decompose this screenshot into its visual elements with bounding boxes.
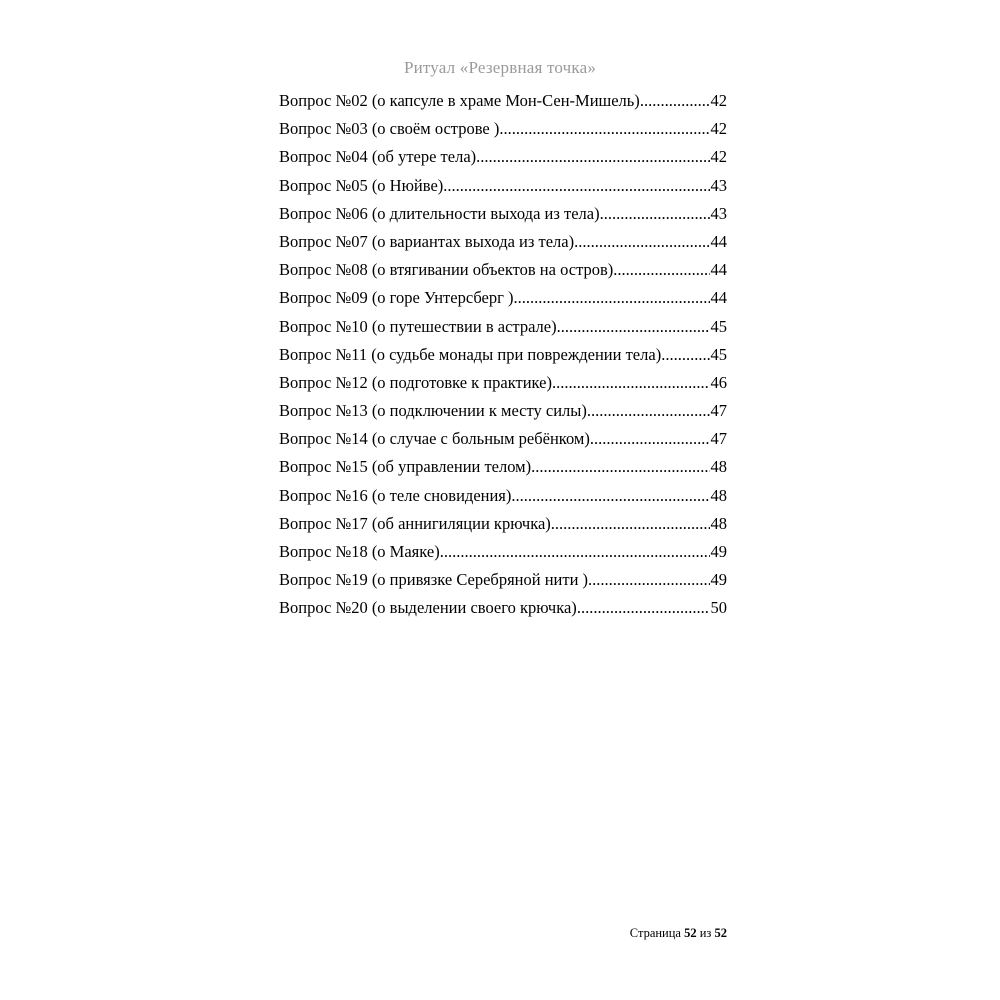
toc-entry-title: Вопрос №05 (о Нюйве): [279, 175, 444, 195]
toc-entry-page-number: 43: [710, 175, 727, 195]
toc-entry: [279, 373, 727, 401]
page-footer: [630, 926, 727, 941]
toc-dot-leader: [511, 486, 709, 506]
toc-entry-page-number: 42: [710, 119, 727, 139]
toc-entry: [279, 232, 727, 260]
toc-entry-page-number: 44: [710, 260, 727, 280]
toc-dot-leader: [661, 345, 709, 365]
toc-dot-leader: [613, 260, 709, 280]
footer-page-prefix: Страница: [629, 926, 685, 940]
toc-entry-page-number: 44: [710, 288, 727, 308]
toc-entry: [279, 401, 727, 429]
toc-entry: [279, 260, 727, 288]
toc-entry: [279, 486, 727, 514]
toc-entry-page-number: 47: [710, 429, 727, 449]
footer-current-page: 52: [684, 926, 697, 940]
toc-entry: [279, 514, 727, 542]
toc-entry: [279, 119, 727, 147]
toc-entry: [279, 288, 727, 316]
toc-entry-page-number: 42: [710, 91, 727, 110]
toc-entry-title: Вопрос №02 (о капсуле в храме Мон-Сен-Мишель): [279, 91, 640, 110]
toc-entry: [279, 204, 727, 232]
toc-entry: [279, 317, 727, 345]
toc-entry-title: Вопрос №10 (о путешествии в астрале): [279, 316, 557, 336]
toc-entry: [279, 176, 727, 204]
toc-dot-leader: [440, 542, 710, 562]
toc-entry-page-number: 46: [710, 372, 727, 392]
toc-entry-title: Вопрос №17 (об аннигиляции крючка): [279, 513, 551, 533]
toc-entry-title: Вопрос №11 (о судьбе монады при повреждении тела): [279, 344, 662, 364]
toc-entry-title: Вопрос №04 (об утере тела): [279, 147, 477, 167]
toc-entry-title: Вопрос №03 (о своём острове ): [279, 119, 500, 139]
toc-entry-page-number: 49: [710, 542, 727, 561]
toc-dot-leader: [577, 598, 710, 618]
toc-entry-title: Вопрос №18 (о Маяке): [279, 542, 440, 561]
toc-entry-title: Вопрос №09 (о горе Унтерсберг ): [279, 288, 514, 308]
toc-entry-page-number: 45: [710, 344, 727, 364]
toc-entry-title: Вопрос №08 (о втягивании объектов на остров): [279, 260, 614, 280]
toc-dot-leader: [557, 317, 710, 337]
toc-entry-title: Вопрос №16 (о теле сновидения): [279, 485, 512, 505]
toc-entry: [279, 91, 727, 119]
page-header: Ритуал «Резервная точка»: [403, 58, 597, 77]
toc-entry: [279, 429, 727, 457]
toc-entry: [279, 147, 727, 175]
toc-entry-page-number: 45: [710, 316, 727, 336]
toc-entry: [279, 570, 727, 598]
toc-entry-title: Вопрос №07 (о вариантах выхода из тела): [279, 231, 575, 251]
toc-entry-page-number: 47: [710, 401, 727, 421]
toc-dot-leader: [551, 514, 710, 534]
toc-entry-page-number: 48: [710, 485, 727, 505]
footer-separator: из: [696, 926, 715, 940]
toc-dot-leader: [574, 232, 709, 252]
toc-entry-page-number: 42: [710, 147, 727, 167]
toc-entry-title: Вопрос №15 (об управлении телом): [279, 457, 532, 477]
toc-dot-leader: [600, 204, 710, 224]
toc-entry-page-number: 50: [710, 598, 727, 618]
toc-entry-page-number: 43: [710, 203, 727, 223]
toc-entry-page-number: 48: [710, 457, 727, 477]
toc-entry: [279, 598, 727, 626]
toc-entry-title: Вопрос №13 (о подключении к месту силы): [279, 401, 587, 421]
toc-dot-leader: [476, 147, 709, 167]
toc-entry: [279, 345, 727, 373]
toc-entry: [279, 457, 727, 485]
toc-dot-leader: [531, 457, 709, 477]
toc-entry-page-number: 48: [710, 513, 727, 533]
toc-entry-title: Вопрос №19 (о привязке Серебряной нити ): [279, 570, 589, 590]
toc-entry: [279, 542, 727, 570]
toc-dot-leader: [590, 429, 710, 449]
toc-entry-title: Вопрос №14 (о случае с больным ребёнком): [279, 429, 590, 449]
table-of-contents: [279, 91, 727, 627]
toc-entry-page-number: 49: [710, 570, 727, 590]
toc-dot-leader: [552, 373, 710, 393]
toc-entry-title: Вопрос №06 (о длительности выхода из тела): [279, 203, 600, 223]
toc-dot-leader: [587, 401, 710, 421]
footer-total-pages: 52: [714, 926, 727, 940]
toc-entry-title: Вопрос №12 (о подготовке к практике): [279, 372, 552, 392]
toc-dot-leader: [499, 119, 709, 139]
toc-entry-title: Вопрос №20 (о выделении своего крючка): [279, 598, 577, 618]
toc-dot-leader: [588, 570, 709, 590]
toc-dot-leader: [514, 288, 710, 308]
toc-entry-page-number: 44: [710, 231, 727, 251]
toc-dot-leader: [443, 176, 709, 196]
toc-dot-leader: [640, 91, 710, 111]
